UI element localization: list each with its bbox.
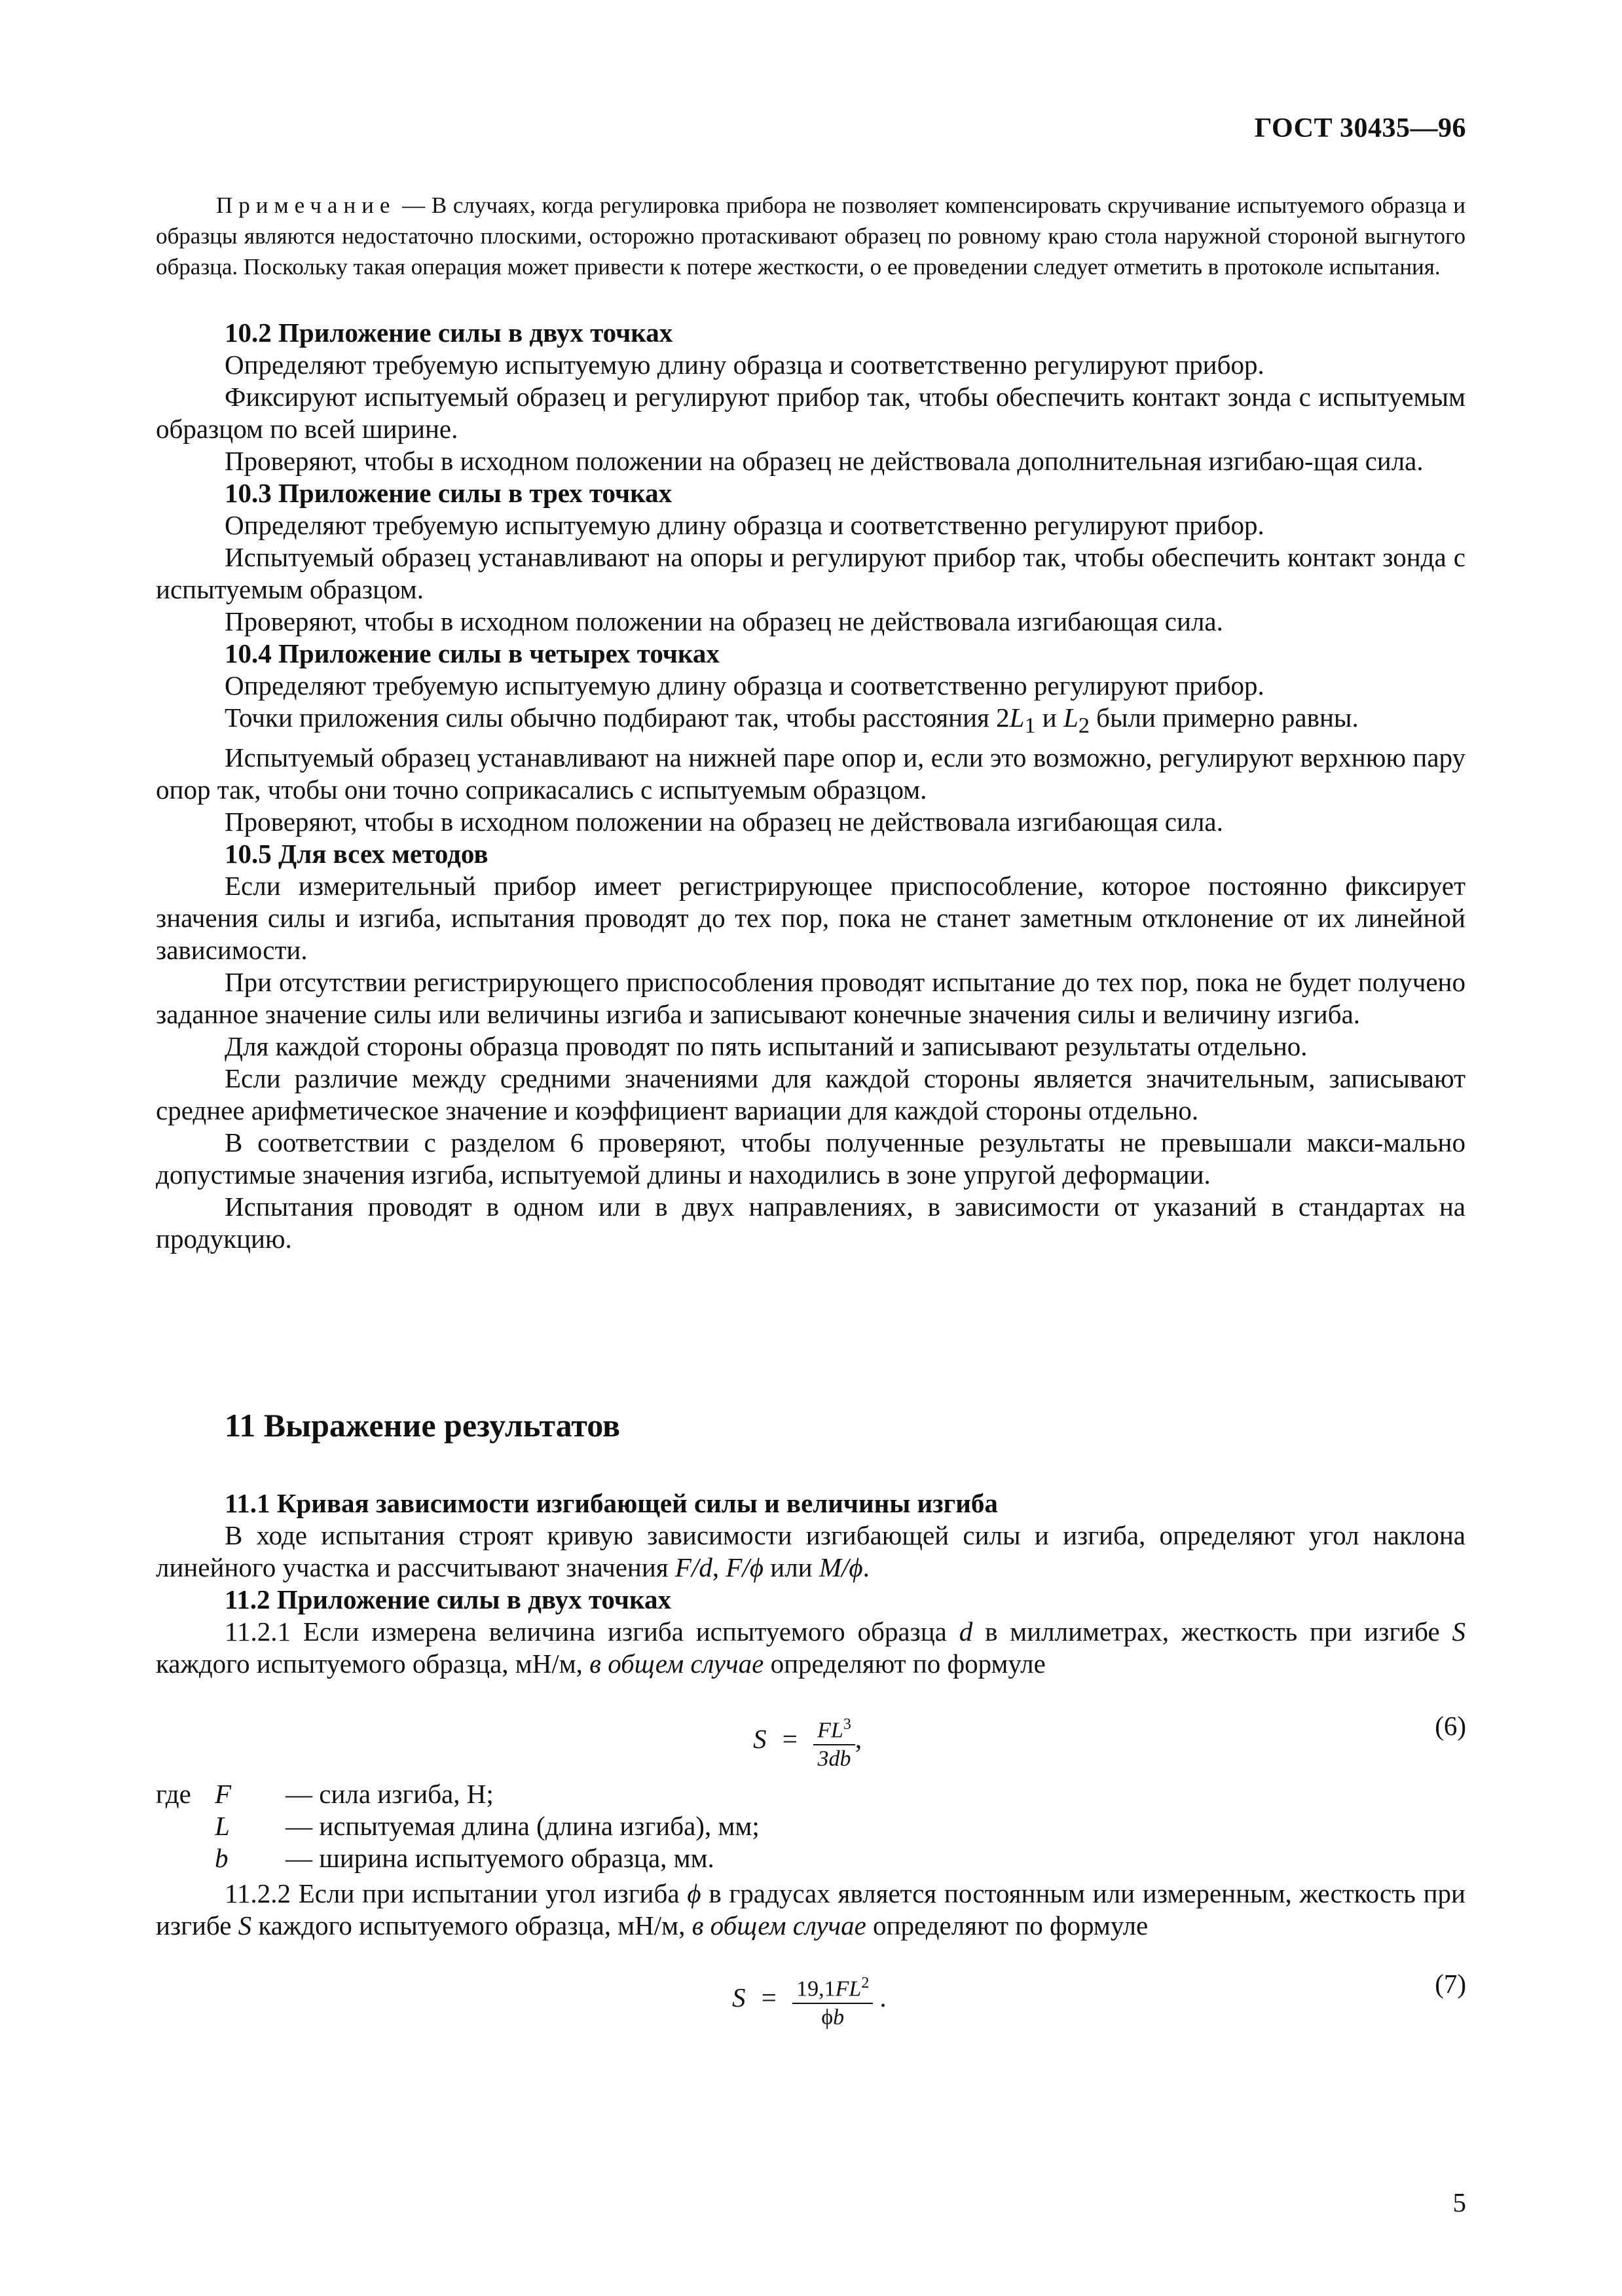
- paragraph-11-2-2-block: [156, 1878, 1465, 1942]
- fraction: $\frac{19,1FL^2}{\phi b}$: [792, 1971, 873, 2030]
- heading-11-1: 11.1 Кривая зависимости изгибающей силы и величины изгиба: [225, 1488, 998, 1518]
- document-id: ГОСТ 30435—96: [1254, 113, 1466, 143]
- paragraph: Испытания проводят в одном или в двух направлениях, в зависимости от указаний в стандартах на продукцию.: [156, 1192, 1465, 1254]
- section-10-body: [156, 317, 1465, 1255]
- paragraph: Проверяют, чтобы в исходном положении на образец не действовала дополнительная изгибаю-щая сила.: [225, 446, 1424, 476]
- where-item: L — испытуемая длина (длина изгиба), мм;: [215, 1811, 760, 1841]
- paragraph: Определяют требуемую испытуемую длину образца и соответственно регулируют прибор.: [225, 670, 1264, 701]
- section-11-body: [156, 1487, 1465, 1680]
- fraction: $\frac{FL^3}{3db}$: [813, 1712, 855, 1772]
- paragraph: В соответствии с разделом 6 проверяют, чтобы полученные результаты не превышали макси-мально допустимые значения изгиба, испытуемой длины и находились в зоне упругой деформации.: [156, 1127, 1465, 1190]
- section-11-title: 11 Выражение результатов: [225, 1407, 620, 1444]
- note-label: Примечание: [216, 192, 396, 218]
- heading-10-3: 10.3 Приложение силы в трех точках: [225, 478, 673, 508]
- note-paragraph: [156, 190, 1465, 282]
- where-list: [156, 1778, 760, 1874]
- paragraph: При отсутствии регистрирующего приспособления проводят испытание до тех пор, пока не будет получено заданное значение силы или величины изгиба и записывают конечные значения силы и величину изгиба.: [156, 967, 1465, 1030]
- paragraph: Определяют требуемую испытуемую длину образца и соответственно регулируют прибор.: [225, 350, 1264, 380]
- paragraph: Проверяют, чтобы в исходном положении на образец не действовала изгибающая сила.: [225, 807, 1223, 837]
- note-text: В случаях, когда регулировка прибора не позволяет компенсировать скручивание испытуемого образца и образцы являются недостаточно плоскими, осторожно протаскивают образец по ровному краю стола наружной стороной выгнутого образца. Поскольку такая операция может привести к потере жесткости, о ее проведении следует отметить в протоколе испытания.: [156, 192, 1465, 280]
- symbol-L: L: [1009, 702, 1025, 733]
- paragraph: Определяют требуемую испытуемую длину образца и соответственно регулируют прибор.: [225, 510, 1264, 540]
- where-item: где F — сила изгиба, Н;: [156, 1779, 494, 1809]
- paragraph: Фиксируют испытуемый образец и регулируют прибор так, чтобы обеспечить контакт зонда с испытуемым образцом по всей ширине.: [156, 382, 1465, 444]
- paragraph: Испытуемый образец устанавливают на нижней паре опор и, если это возможно, регулируют верхнюю пару опор так, чтобы они точно соприкасались с испытуемым образцом.: [156, 742, 1465, 805]
- paragraph-11-2-1: 11.2.1 Если измерена величина изгиба испытуемого образца d в миллиметрах, жесткость при изгибе S каждого испытуемого образца, мН/м, в общем случае определяют по формуле: [156, 1616, 1465, 1679]
- paragraph: Если различие между средними значениями для каждой стороны является значительным, записывают среднее арифметическое значение и коэффициент вариации для каждой стороны отдельно.: [156, 1063, 1465, 1126]
- formula-6: S = $\frac{FL^3}{3db}$ ,: [753, 1712, 862, 1772]
- paragraph: Для каждой стороны образца проводят по пять испытаний и записывают результаты отдельно.: [225, 1031, 1308, 1062]
- paragraph: Испытуемый образец устанавливают на опоры и регулируют прибор так, чтобы обеспечить контакт зонда с испытуемым образцом.: [156, 542, 1465, 604]
- symbol-L: L: [1063, 702, 1078, 733]
- heading-10-2: 10.2 Приложение силы в двух точках: [225, 318, 673, 348]
- paragraph-11-2-2: 11.2.2 Если при испытании угол изгиба ϕ в градусах является постоянным или измеренным, жесткость при изгибе S каждого испытуемого образца, мН/м, в общем случае определяют по формуле: [156, 1878, 1465, 1941]
- paragraph: Если измерительный прибор имеет регистрирующее приспособление, которое постоянно фиксирует значения силы и изгиба, испытания проводят до тех пор, пока не станет заметным отклонение от их линейной зависимости.: [156, 871, 1465, 966]
- heading-11-2: 11.2 Приложение силы в двух точках: [225, 1584, 671, 1614]
- note-dash: —: [396, 192, 432, 218]
- formula-7: S = $\frac{19,1FL^2}{\phi b}$ .: [732, 1971, 887, 2030]
- paragraph: В ходе испытания строят кривую зависимости изгибающей силы и изгиба, определяют угол наклона линейного участка и рассчитывают значения F/d, F/ϕ или M/ϕ.: [156, 1520, 1465, 1582]
- paragraph: Точки приложения силы обычно подбирают так, чтобы расстояния $2L_1$ и $L_2$ были примерно равны.: [225, 702, 1359, 738]
- equation-number-7: (7): [1435, 1969, 1466, 1999]
- heading-10-5: 10.5 Для всех методов: [225, 839, 488, 869]
- heading-10-4: 10.4 Приложение силы в четырех точках: [225, 638, 720, 668]
- page-number: 5: [1452, 2187, 1466, 2217]
- equation-number-6: (6): [1435, 1711, 1466, 1741]
- where-item: b — ширина испытуемого образца, мм.: [215, 1843, 714, 1873]
- paragraph: Проверяют, чтобы в исходном положении на образец не действовала изгибающая сила.: [225, 606, 1223, 636]
